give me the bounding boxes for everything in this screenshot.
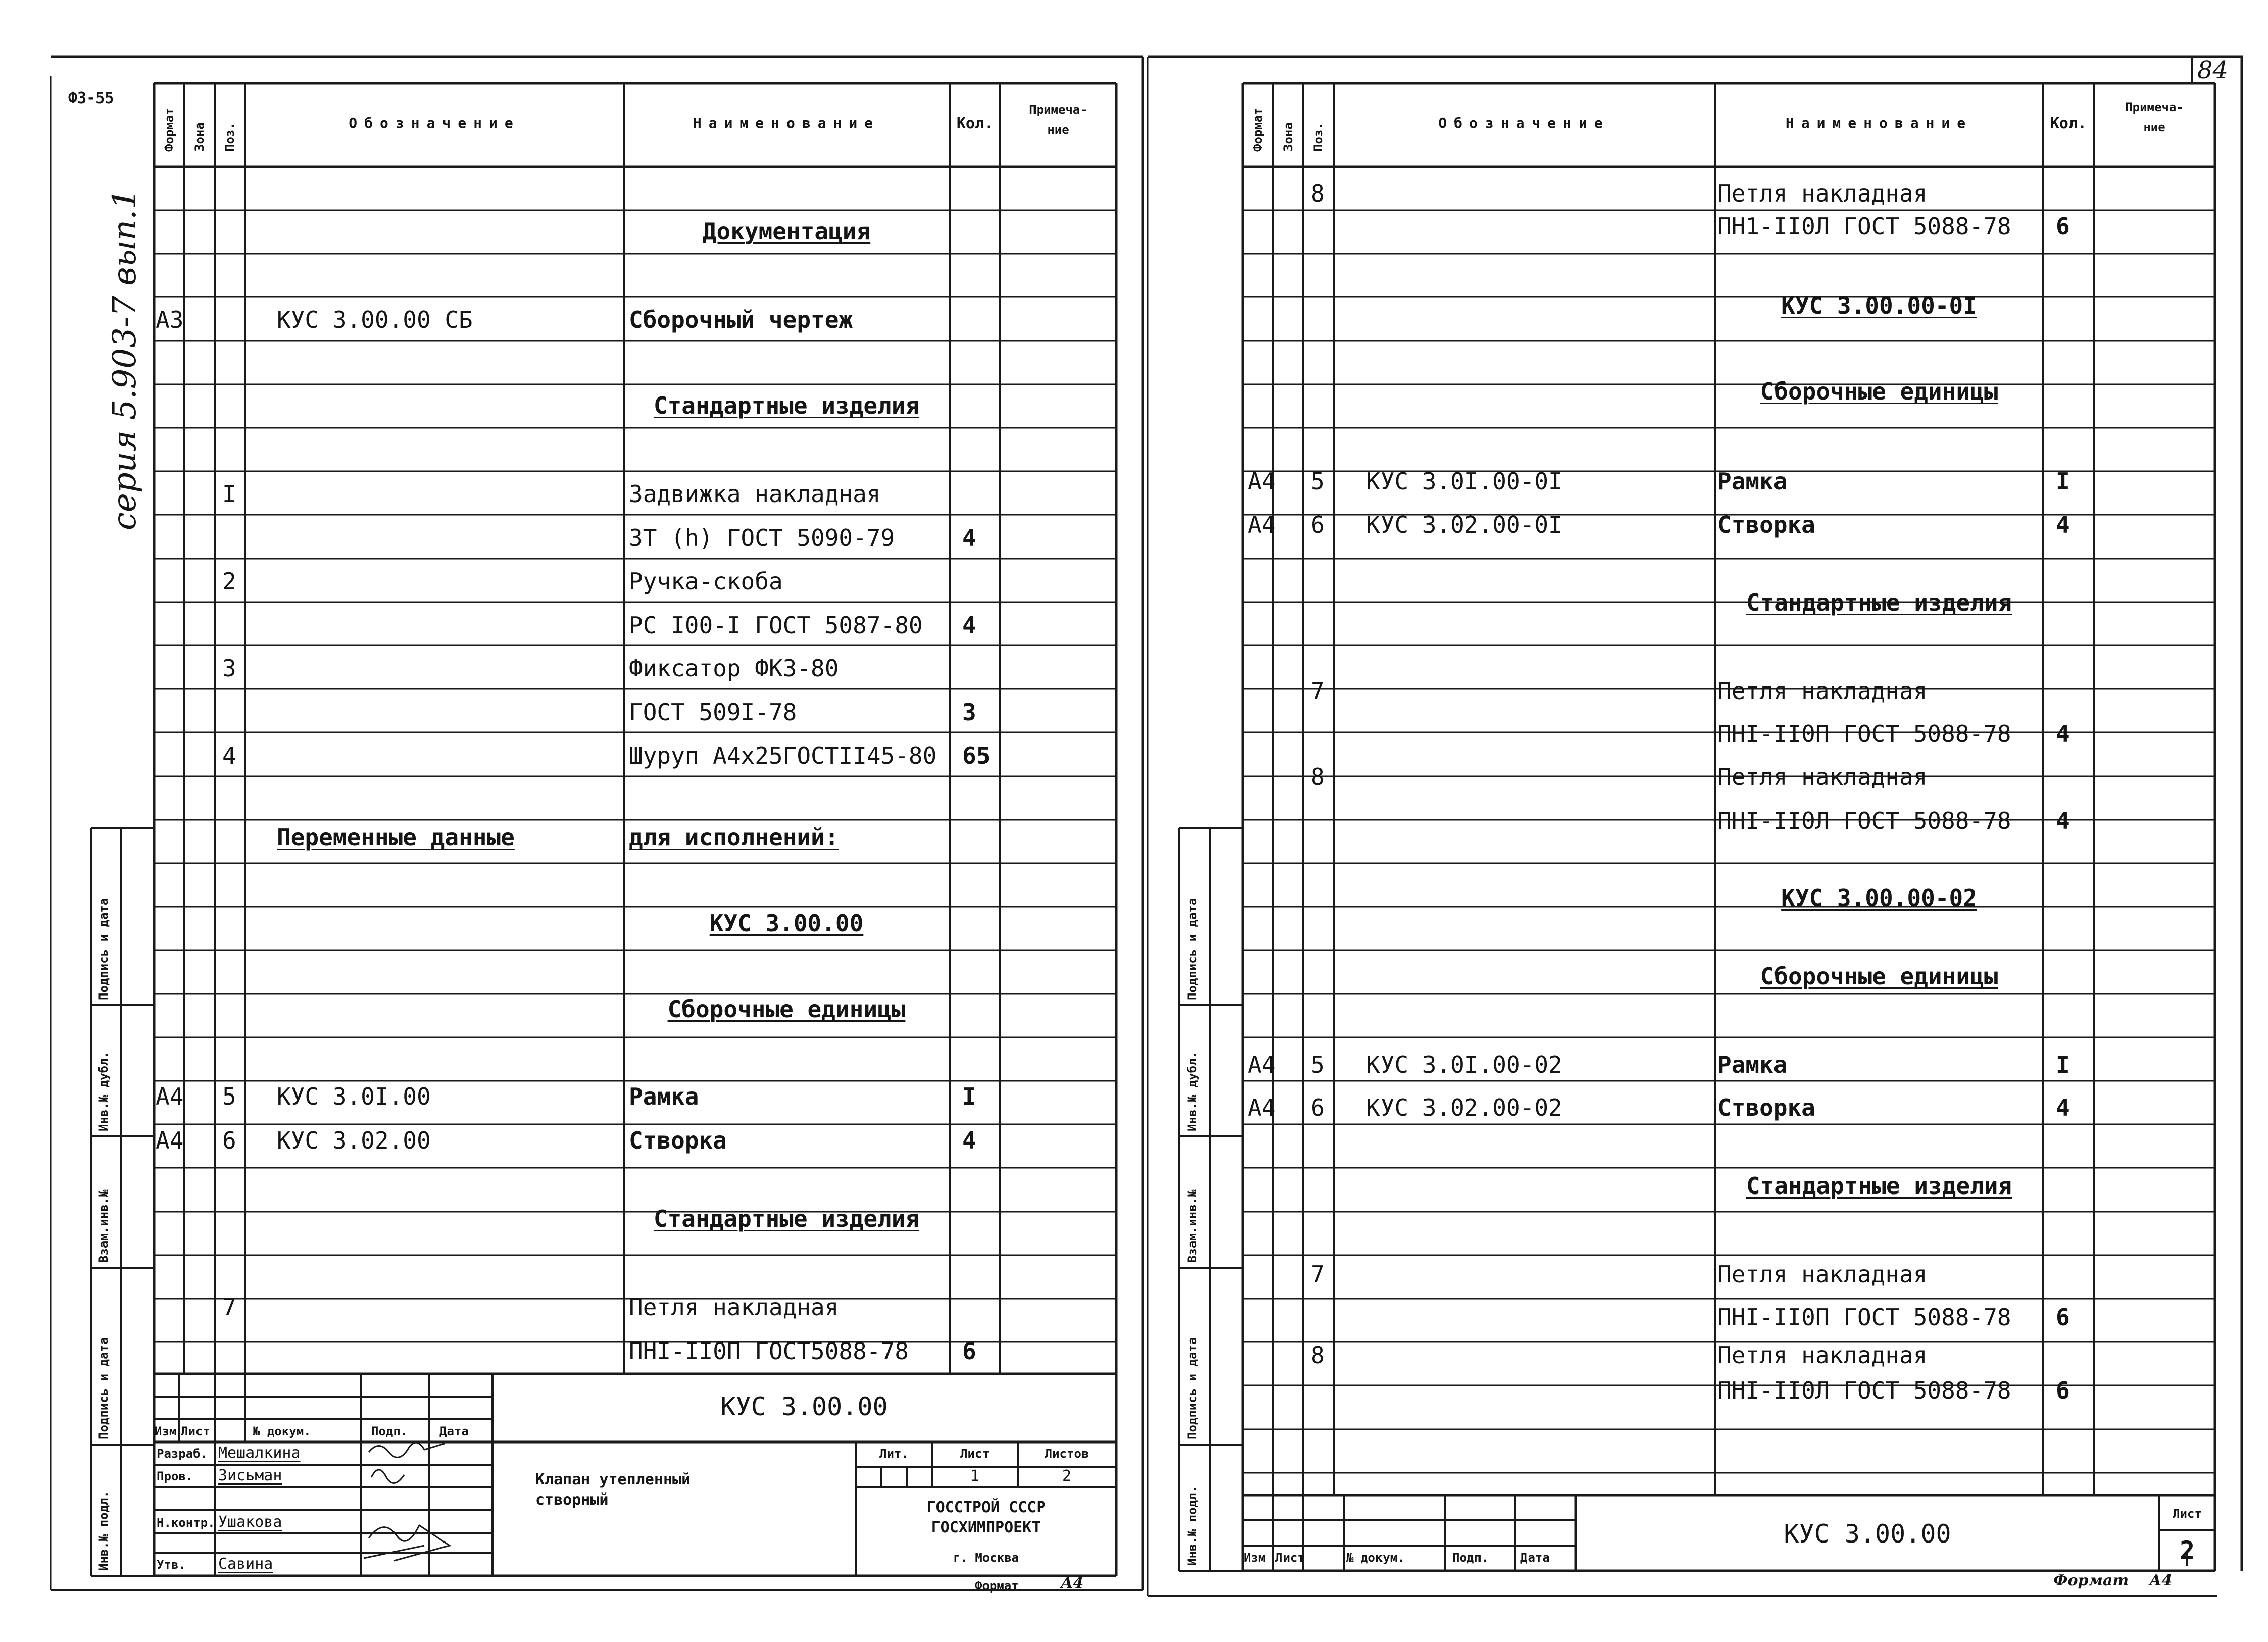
spec-row-pos: 8 [1311, 1341, 1325, 1369]
spec-row-pos: 8 [1311, 180, 1325, 207]
spec-row-name: Створка [629, 1127, 727, 1154]
r-tb-sheet-label: Лист [2173, 1507, 2202, 1521]
spec-row-pos: 8 [1311, 763, 1325, 790]
r-format-label: Формат [2053, 1572, 2129, 1589]
tb-title-line1: Клапан утепленный [535, 1471, 691, 1488]
r-side-label-signature-date: Подпись и дата [1185, 1337, 1199, 1439]
spec-row-name: Петля накладная [1717, 180, 1928, 207]
spec-row-pos: 5 [1311, 468, 1325, 495]
spec-row-name: ПНI-II0Л ГОСТ 5088-78 [1717, 807, 2011, 834]
spec-row-pos: 6 [1311, 511, 1325, 538]
tb-lit-label: Лит. [879, 1447, 909, 1461]
r-header-format: Формат [1251, 108, 1265, 152]
r-tb-col-sheet: Лист [1275, 1551, 1305, 1565]
spec-row-pos: 7 [1311, 677, 1325, 705]
r-tb-sheet-number: 2 [2179, 1536, 2195, 1565]
tb-role-checker: Пров. [157, 1469, 193, 1483]
spec-row-pos: 6 [1311, 1094, 1325, 1121]
tb-role-norm-control: Н.контр. [157, 1516, 215, 1530]
r-header-note-line1: Примеча- [2125, 100, 2184, 114]
spec-row-fmt: А4 [1248, 1051, 1276, 1078]
spec-row-name: Рамка [1717, 1051, 1788, 1078]
spec-row-qty: 4 [962, 612, 976, 639]
tb-sheet-label: Лист [960, 1447, 990, 1461]
r-header-qty: Кол. [2050, 115, 2087, 132]
spec-row-qty: 4 [2056, 807, 2070, 834]
tb-sheet-number: 1 [970, 1467, 980, 1485]
spec-row-name: Рамка [1717, 468, 1788, 495]
tb-role-developer: Разраб. [157, 1447, 208, 1461]
header-zone: Зона [192, 122, 207, 152]
spec-row-name: Петля накладная [1717, 763, 1928, 790]
spec-row-qty: 3 [962, 699, 976, 726]
r-format-value: А4 [2149, 1572, 2173, 1589]
tb-col-change: Изм [155, 1424, 177, 1438]
spec-row-pos: 7 [1311, 1261, 1325, 1288]
spec-row-name: Сборочные единицы [667, 996, 906, 1023]
spec-row-qty: I [2056, 1051, 2070, 1078]
side-label-inv-original: Инв.№ подл. [96, 1490, 111, 1571]
header-qty: Кол. [956, 115, 994, 132]
tb-name-norm-control: Ушакова [218, 1513, 282, 1531]
spec-row-name: РС I00-I ГОСТ 5087-80 [629, 612, 923, 639]
r-tb-col-doc-no: № докум. [1346, 1551, 1405, 1565]
spec-row-qty: 6 [2056, 213, 2070, 240]
spec-row-pos: 4 [222, 742, 236, 769]
spec-row-pos: 6 [222, 1127, 236, 1154]
spec-row-designation: КУС 3.00.00 СБ [277, 306, 473, 333]
spec-row-name: для исполнений: [629, 824, 839, 851]
spec-row-designation: КУС 3.02.00-0I [1366, 511, 1562, 538]
tb-title-line2: створный [535, 1491, 609, 1509]
spec-row-qty: 6 [2056, 1304, 2070, 1331]
spec-row-name: ПНI-II0П ГОСТ 5088-78 [1717, 720, 2011, 748]
spec-row-qty: I [962, 1083, 976, 1110]
spec-row-designation: Переменные данные [277, 824, 515, 851]
r-side-label-inv-original: Инв.№ подл. [1185, 1485, 1199, 1566]
spec-row-name: Стандартные изделия [1746, 1172, 2012, 1200]
spec-row-designation: КУС 3.02.00 [277, 1127, 431, 1154]
spec-row-name: ПН1-II0Л ГОСТ 5088-78 [1717, 213, 2011, 240]
spec-row-name: Задвижка накладная [629, 480, 881, 508]
spec-row-designation: КУС 3.0I.00 [277, 1083, 431, 1110]
spec-row-name: Сборочный чертеж [629, 306, 853, 333]
spec-row-qty: 4 [2056, 1094, 2070, 1121]
spec-row-qty: 6 [962, 1337, 976, 1365]
spec-row-pos: 3 [222, 655, 236, 682]
side-label-replace-inv: Взам.инв.№ [96, 1189, 111, 1263]
spec-row-qty: 65 [962, 742, 991, 769]
spec-row-qty: 4 [2056, 511, 2070, 538]
spec-row-name: Створка [1717, 1094, 1815, 1121]
tb-org-line2: ГОСХИМПРОЕКТ [931, 1519, 1041, 1536]
tb-col-doc-no: № докум. [253, 1424, 311, 1438]
spec-row-qty: 4 [2056, 720, 2070, 748]
r-header-pos: Поз. [1311, 122, 1325, 152]
spec-row-name: Ручка-скоба [629, 568, 783, 595]
r-tb-col-sign: Подп. [1452, 1551, 1489, 1565]
tb-name-developer: Мешалкина [218, 1444, 301, 1462]
tb-sheets-total: 2 [1062, 1467, 1072, 1485]
tb-org-line3: г. Москва [953, 1551, 1019, 1565]
r-header-zone: Зона [1281, 122, 1295, 152]
spec-row-pos: I [222, 480, 236, 508]
spec-row-name: Шуруп А4х25ГОСТII45-80 [629, 742, 937, 769]
page-number: 84 [2197, 56, 2229, 84]
r-tb-col-date: Дата [1520, 1551, 1550, 1565]
spec-row-name: КУС 3.00.00 [709, 910, 864, 937]
spec-row-pos: 2 [222, 568, 236, 595]
spec-row-qty: 4 [962, 1127, 976, 1154]
spec-row-qty: I [2056, 468, 2070, 495]
spec-row-fmt: А4 [156, 1127, 184, 1154]
spec-row-name: Фиксатор ФКЗ-80 [629, 655, 839, 682]
tb-sheets-label: Листов [1045, 1447, 1089, 1461]
r-header-name: Наименование [1785, 115, 1973, 131]
spec-row-designation: КУС 3.0I.00-0I [1366, 468, 1562, 495]
spec-row-name: ГОСТ 509I-78 [629, 699, 797, 726]
r-tb-col-change: Изм [1244, 1551, 1266, 1565]
r-header-note-line2: ние [2143, 120, 2165, 134]
spec-row-name: Петля накладная [1717, 677, 1928, 705]
spec-row-name: ЗТ (h) ГОСТ 5090-79 [629, 524, 895, 552]
r-side-label-inv-duplicate: Инв.№ дубл. [1185, 1051, 1199, 1131]
spec-row-designation: КУС 3.0I.00-02 [1366, 1051, 1562, 1078]
spec-row-fmt: А4 [1248, 1094, 1276, 1121]
tb-name-approved: Савина [218, 1555, 273, 1573]
spec-row-pos: 7 [222, 1293, 236, 1321]
tb-col-date: Дата [439, 1424, 469, 1438]
title-block-doc-code: КУС 3.00.00 [720, 1392, 888, 1421]
spec-row-name: Сборочные единицы [1760, 378, 1998, 405]
side-label-signature-date: Подпись и дата [96, 1337, 111, 1439]
spec-row-name: ПНI-II0П ГОСТ5088-78 [629, 1337, 909, 1365]
spec-row-name: Рамка [629, 1083, 699, 1110]
spec-row-name: КУС 3.00.00-02 [1781, 884, 1977, 912]
header-pos: Поз. [223, 122, 237, 152]
tb-col-sheet: Лист [181, 1424, 210, 1438]
spec-row-fmt: А3 [156, 306, 184, 333]
r-side-label-signature-date-2: Подпись и дата [1185, 898, 1199, 1000]
tb-role-approved: Утв. [157, 1558, 186, 1572]
spec-row-pos: 5 [222, 1083, 236, 1110]
spec-row-name: Петля накладная [1717, 1341, 1928, 1369]
spec-row-name: Стандартные изделия [653, 392, 920, 419]
spec-row-qty: 4 [962, 524, 976, 552]
format-value: А4 [1061, 1574, 1084, 1592]
spec-row-name: Сборочные единицы [1760, 963, 1998, 990]
spec-row-name: Петля накладная [629, 1293, 839, 1321]
tb-org-line1: ГОССТРОЙ СССР [926, 1499, 1046, 1516]
spec-row-name: Стандартные изделия [1746, 589, 2012, 616]
series-note: серия 5.903-7 вып.1 [106, 188, 143, 530]
header-name: Наименование [693, 115, 880, 131]
r-header-designation: Обозначение [1438, 115, 1610, 131]
form-code: Ф3-55 [68, 89, 114, 107]
spec-row-name: КУС 3.00.00-0I [1781, 292, 1977, 319]
spec-row-designation: КУС 3.02.00-02 [1366, 1094, 1562, 1121]
side-label-signature-date-2: Подпись и дата [96, 898, 111, 1000]
spec-row-name: Стандартные изделия [653, 1205, 920, 1232]
spec-row-fmt: А4 [156, 1083, 184, 1110]
format-label: Формат [975, 1579, 1019, 1593]
r-title-block-doc-code: КУС 3.00.00 [1784, 1519, 1951, 1549]
spec-row-fmt: А4 [1248, 511, 1276, 538]
header-format: Формат [162, 108, 176, 152]
spec-row-name: Документация [702, 218, 871, 245]
header-note-line1: Примеча- [1029, 103, 1088, 117]
spec-row-name: ПНI-II0Л ГОСТ 5088-78 [1717, 1377, 2011, 1404]
tb-name-checker: Зисьман [218, 1467, 282, 1484]
side-label-inv-duplicate: Инв.№ дубл. [96, 1051, 111, 1131]
spec-row-qty: 6 [2056, 1377, 2070, 1404]
header-designation: Обозначение [349, 115, 520, 131]
header-note-line2: ние [1047, 123, 1069, 137]
spec-row-name: ПНI-II0П ГОСТ 5088-78 [1717, 1304, 2011, 1331]
spec-row-name: Створка [1717, 511, 1815, 538]
r-side-label-replace-inv: Взам.инв.№ [1185, 1189, 1199, 1263]
tb-col-sign: Подп. [371, 1424, 408, 1438]
spec-row-pos: 5 [1311, 1051, 1325, 1078]
spec-row-fmt: А4 [1248, 468, 1276, 495]
spec-row-name: Петля накладная [1717, 1261, 1928, 1288]
